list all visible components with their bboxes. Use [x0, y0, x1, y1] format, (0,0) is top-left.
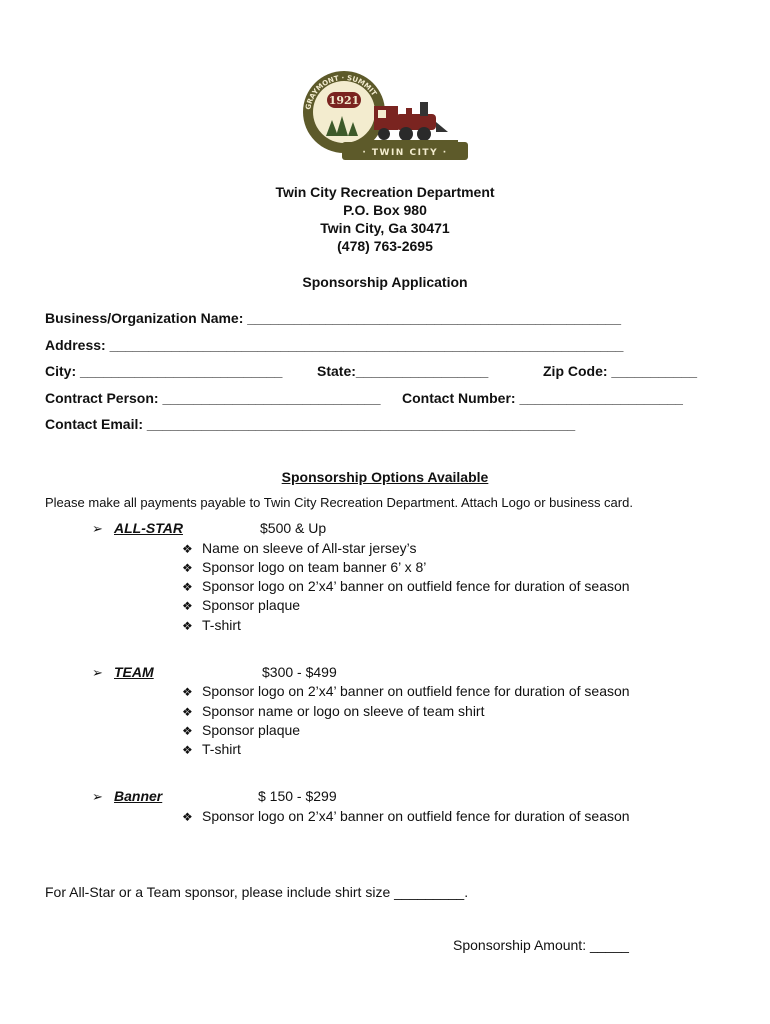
diamond-bullet-icon: ❖: [182, 685, 193, 699]
tier-team-price: $300 - $499: [262, 664, 337, 680]
diamond-bullet-icon: ❖: [182, 724, 193, 738]
phone-number: (478) 763-2695: [337, 238, 433, 254]
list-item-text: Sponsor plaque: [202, 722, 301, 738]
logo-arc-text: GRAYMONT · SUMMIT: [304, 73, 379, 111]
list-item-text: Sponsor plaque: [202, 597, 301, 613]
list-item-text: T-shirt: [202, 617, 241, 633]
list-item: [182, 683, 630, 699]
list-item-text: Sponsor logo on 2’x4’ banner on outfield fence for duration of season: [202, 683, 630, 699]
contact-email-field[interactable]: Contact Email: _______________________________________________________: [45, 416, 576, 432]
contact-number-field[interactable]: Contact Number: _____________________: [402, 390, 683, 406]
diamond-bullet-icon: ❖: [182, 561, 193, 575]
arrow-bullet-icon: ➢: [92, 665, 103, 680]
tier-banner-price: $ 150 - $299: [258, 788, 337, 804]
zip-code-field[interactable]: Zip Code: ___________: [543, 363, 698, 379]
state-field[interactable]: State:_________________: [317, 363, 489, 379]
list-item: [182, 617, 241, 633]
diamond-bullet-icon: ❖: [182, 705, 193, 719]
sponsorship-amount-field[interactable]: Sponsorship Amount: _____: [453, 937, 629, 953]
list-item-text: Name on sleeve of All-star jersey’s: [202, 540, 417, 556]
list-item-text: Sponsor logo on 2’x4’ banner on outfield fence for duration of season: [202, 808, 630, 824]
list-item-text: Sponsor logo on 2’x4’ banner on outfield fence for duration of season: [202, 578, 630, 594]
diamond-bullet-icon: ❖: [182, 542, 193, 556]
options-title: Sponsorship Options Available: [281, 469, 489, 485]
diamond-bullet-icon: ❖: [182, 619, 193, 633]
city-field[interactable]: City: __________________________: [45, 363, 283, 379]
city-state-zip: Twin City, Ga 30471: [320, 220, 450, 236]
twin-city-logo: [296, 70, 472, 164]
diamond-bullet-icon: ❖: [182, 810, 193, 824]
diamond-bullet-icon: ❖: [182, 743, 193, 757]
list-item: [182, 808, 630, 824]
address-field[interactable]: Address: __________________________________________________________________: [45, 337, 624, 353]
diamond-bullet-icon: ❖: [182, 580, 193, 594]
org-name: Twin City Recreation Department: [275, 184, 495, 200]
list-item: [182, 722, 300, 738]
list-item-text: Sponsor name or logo on sleeve of team shirt: [202, 703, 485, 719]
tier-allstar-name: ALL-STAR: [114, 520, 183, 536]
tier-banner-name: Banner: [114, 788, 163, 804]
diamond-bullet-icon: ❖: [182, 599, 193, 613]
list-item-text: Sponsor logo on team banner 6’ x 8’: [202, 559, 427, 575]
logo-train-wheel: [399, 127, 413, 141]
arrow-bullet-icon: ➢: [92, 521, 103, 536]
contact-person-field[interactable]: Contract Person: ____________________________: [45, 390, 381, 406]
list-item-text: T-shirt: [202, 741, 241, 757]
list-item: [182, 540, 417, 556]
arrow-bullet-icon: ➢: [92, 789, 103, 804]
logo-year: 1921: [328, 94, 360, 107]
shirt-size-field[interactable]: For All-Star or a Team sponsor, please include shirt size _________.: [45, 884, 469, 900]
payment-note: Please make all payments payable to Twin City Recreation Department. Attach Logo or business card.: [45, 495, 633, 510]
list-item: [182, 559, 426, 575]
tier-allstar-price: $500 & Up: [260, 520, 327, 536]
po-box: P.O. Box 980: [343, 202, 427, 218]
logo-train-boiler: [396, 114, 436, 130]
logo-banner-text: · TWIN CITY ·: [362, 148, 448, 158]
tier-team-name: TEAM: [114, 664, 154, 680]
list-item: [182, 597, 300, 613]
logo-train-stack: [420, 102, 428, 116]
business-name-field[interactable]: Business/Organization Name: ________________________________________________: [45, 310, 622, 326]
application-title: Sponsorship Application: [302, 274, 468, 290]
logo-train-wheel: [378, 128, 390, 140]
logo-train-wheel: [417, 127, 431, 141]
list-item: [182, 741, 241, 757]
list-item: [182, 703, 485, 719]
list-item: [182, 578, 630, 594]
